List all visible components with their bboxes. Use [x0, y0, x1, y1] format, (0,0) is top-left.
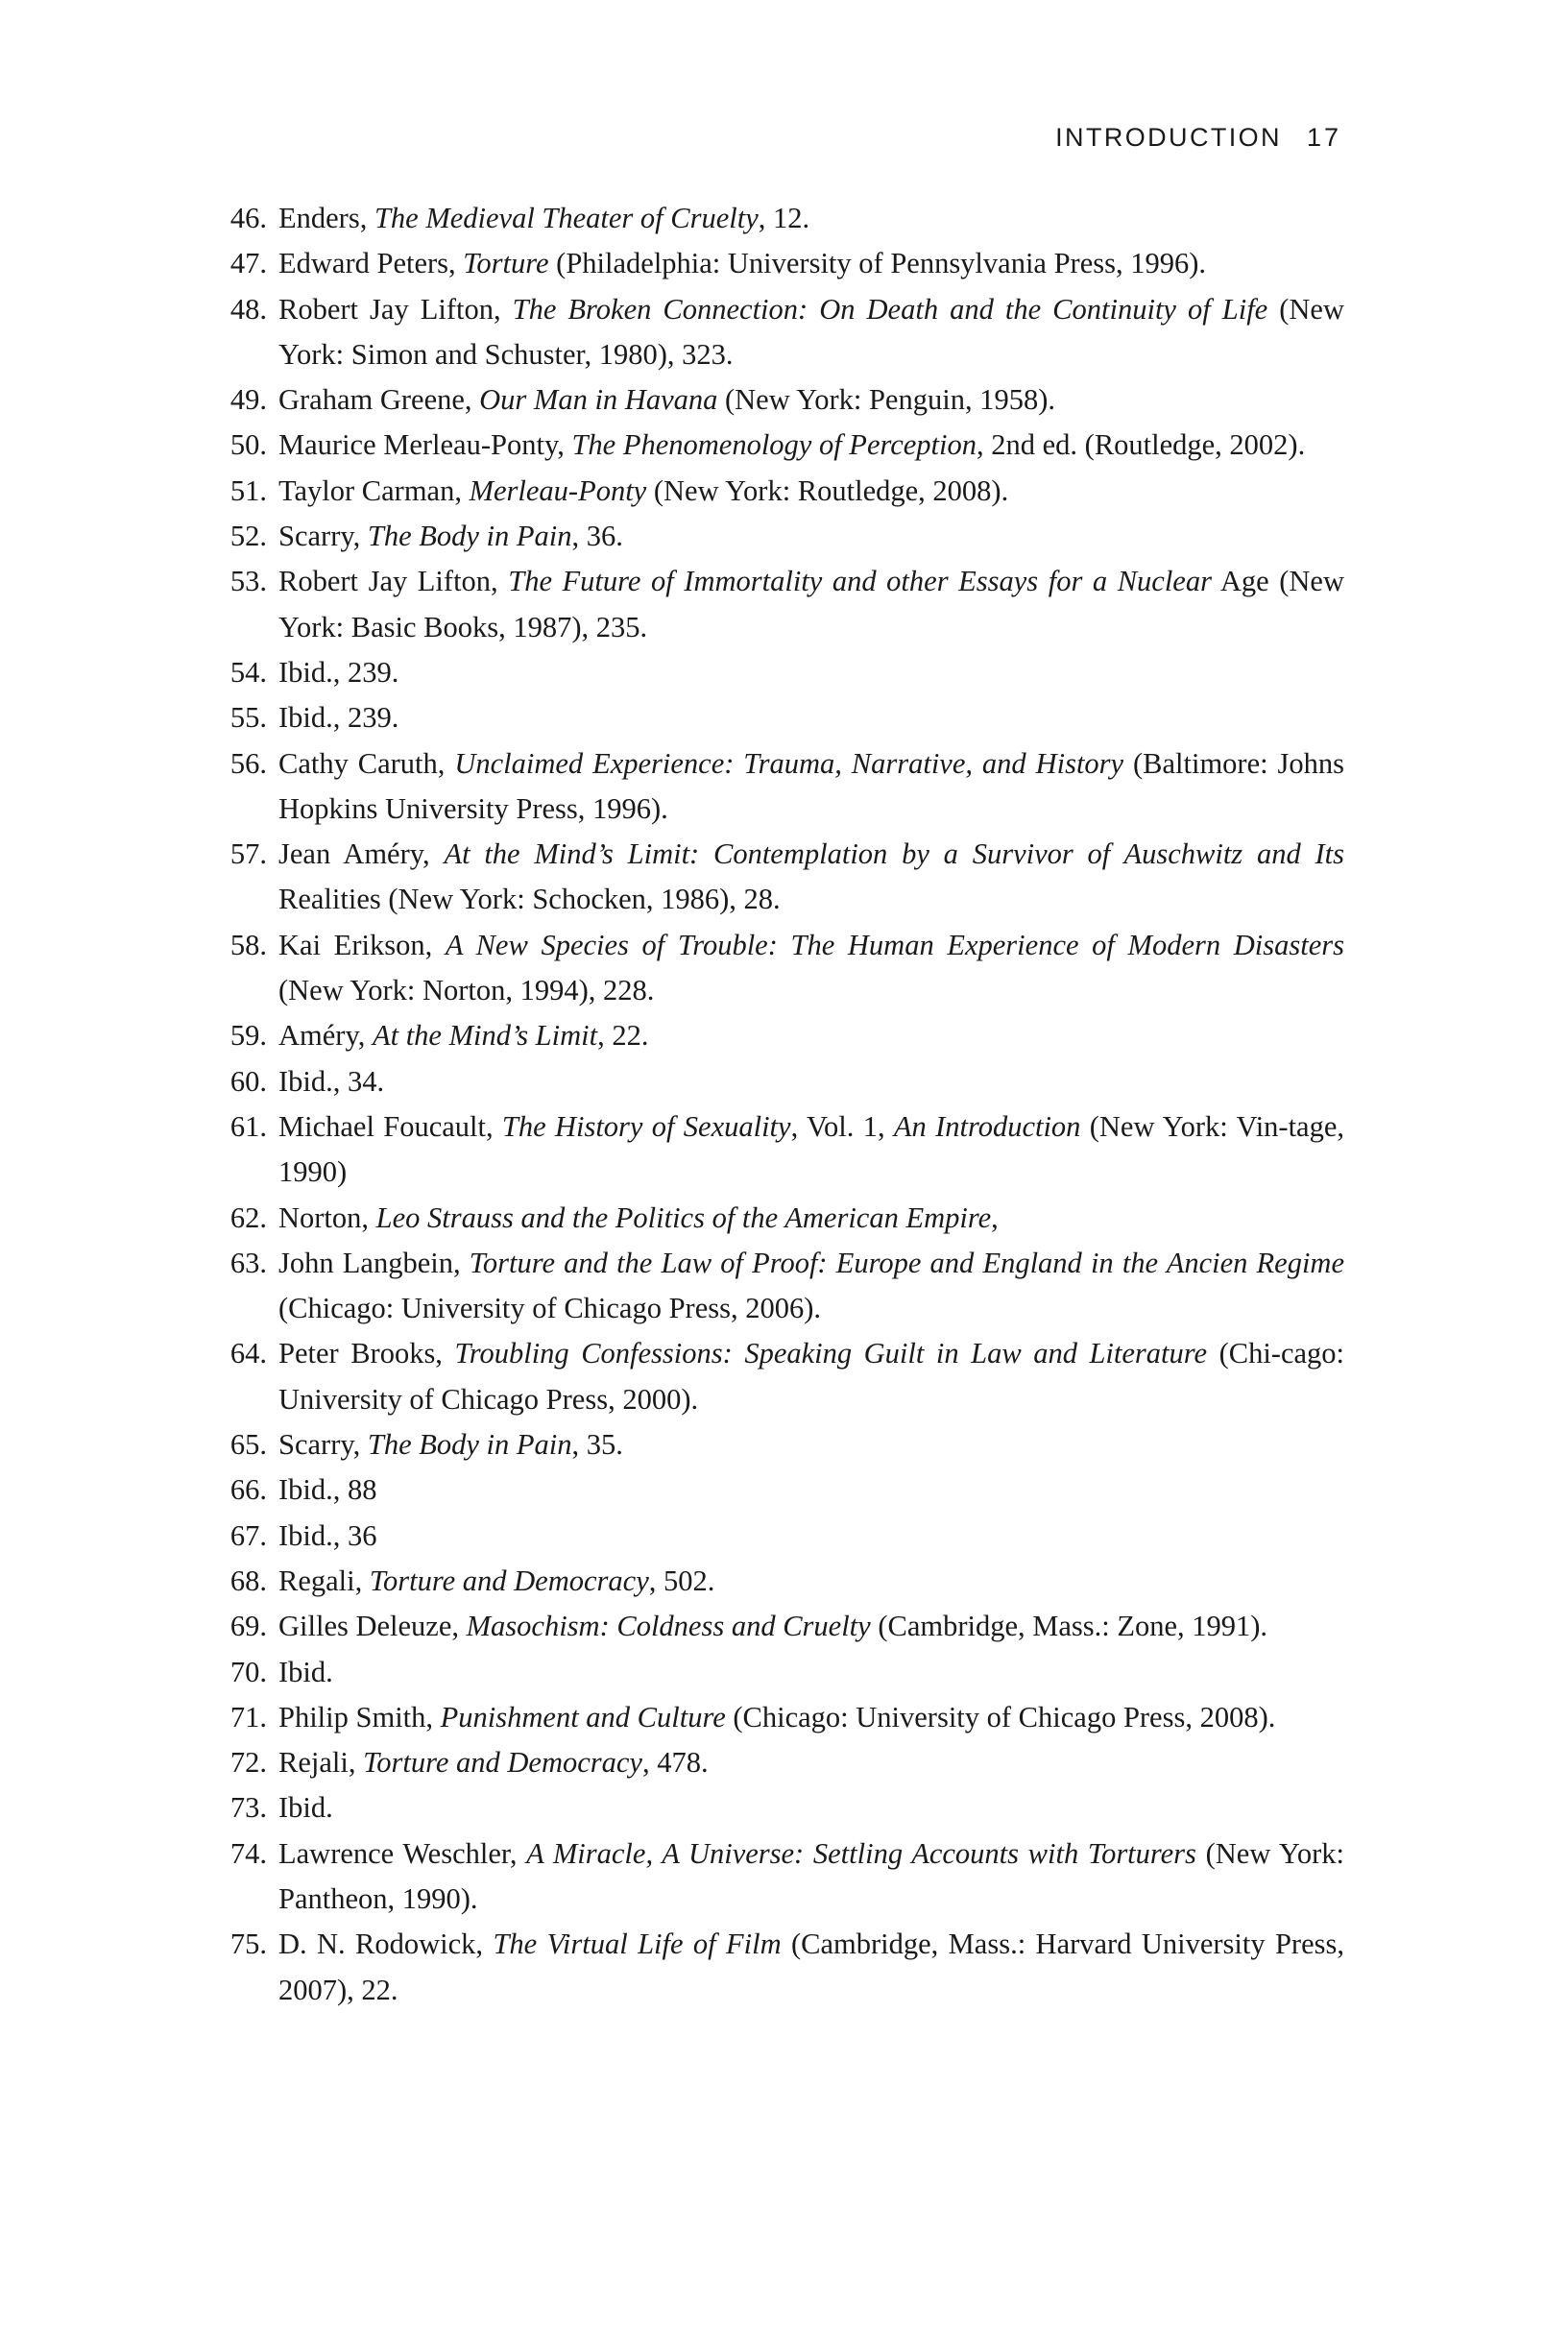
endnote-number: 46. [229, 202, 267, 234]
endnote-title-italic: The Phenomenology of Perception [571, 428, 977, 462]
endnote-text [278, 1059, 1344, 1104]
endnote-item [221, 1922, 1344, 2013]
endnote-title-italic: The Medieval Theater of Cruelty [374, 202, 759, 234]
endnote-number: 75. [229, 1928, 267, 1961]
endnote-item [221, 1331, 1344, 1422]
endnote-text-run: Ibid., 34. [278, 1064, 385, 1098]
endnote-text [278, 1785, 1344, 1831]
endnote-item [221, 241, 1344, 286]
endnote-text-run: Regali, [278, 1564, 370, 1597]
endnote-text [278, 241, 1344, 286]
endnote-text-run: , 12. [758, 202, 810, 234]
endnote-item [221, 923, 1344, 1014]
endnote-text-run: Maurice Merleau-Ponty, [278, 428, 572, 462]
endnote-text-run: Graham Greene, [278, 383, 480, 417]
endnote-text [278, 650, 1344, 695]
endnote-item [221, 559, 1344, 650]
endnote-item [221, 1422, 1344, 1467]
endnote-item [221, 1013, 1344, 1058]
endnote-text [278, 1104, 1344, 1196]
endnote-text [278, 1559, 1344, 1604]
endnote-item [221, 1604, 1344, 1649]
endnote-number: 69. [229, 1610, 267, 1643]
endnote-text [278, 1650, 1344, 1695]
endnote-number: 51. [229, 473, 267, 507]
endnote-item [221, 196, 1344, 241]
endnote-title-italic: Torture and the Law of Proof: Europe and England in the Ancien Regime [469, 1246, 1344, 1279]
endnote-number: 58. [229, 928, 267, 961]
endnote-title-italic: The History of Sexuality [501, 1109, 791, 1143]
endnote-item [221, 1559, 1344, 1604]
endnote-text-run: , 35. [571, 1428, 623, 1462]
endnote-text [278, 1467, 1344, 1513]
endnote-text [278, 287, 1344, 378]
endnote-title-italic: A New Species of Trouble: The Human Experience of Modern Disasters [445, 928, 1344, 961]
endnote-text [278, 1514, 1344, 1559]
endnote-text-run: Rejali, [278, 1746, 364, 1780]
endnote-title-italic: An Introduction [893, 1109, 1081, 1143]
endnote-text [278, 1604, 1344, 1649]
endnote-title-italic: Troubling Confessions: Speaking Guilt in Law and Literature [454, 1337, 1208, 1370]
endnote-item [221, 377, 1344, 423]
endnote-text-run: Lawrence Weschler, [278, 1836, 527, 1870]
endnote-text [278, 1013, 1344, 1058]
endnote-text-run: , [991, 1200, 999, 1234]
endnote-title-italic: The Body in Pain [367, 520, 572, 553]
endnote-text [278, 1695, 1344, 1740]
endnote-text-run: Scarry, [278, 520, 368, 553]
endnote-item [221, 1104, 1344, 1196]
endnote-text [278, 832, 1344, 923]
endnote-text-run: (New York: Routledge, 2008). [646, 473, 1009, 507]
endnote-item [221, 1059, 1344, 1104]
endnote-number: 60. [229, 1064, 267, 1098]
endnote-text-run: Jean Améry, [278, 837, 445, 871]
endnote-text-run: Robert Jay Lifton, [278, 565, 509, 598]
endnote-text-run: Améry, [278, 1019, 373, 1053]
endnote-title-italic: The Broken Connection: On Death and the Continuity of Life [512, 292, 1268, 326]
endnote-item [221, 514, 1344, 559]
endnote-text-run: , 502. [648, 1564, 715, 1597]
endnote-title-italic: Torture and Democracy [363, 1746, 642, 1780]
endnote-item [221, 1695, 1344, 1740]
endnote-number: 68. [229, 1564, 267, 1597]
endnote-text [278, 559, 1344, 650]
endnote-title-italic: The Body in Pain [367, 1428, 572, 1462]
endnote-number: 56. [229, 746, 267, 780]
endnote-text [278, 1241, 1344, 1332]
endnote-item [221, 1196, 1344, 1241]
endnote-title-italic: At the Mind’s Limit [372, 1019, 598, 1053]
endnote-text [278, 741, 1344, 833]
endnote-number: 73. [229, 1791, 267, 1825]
endnote-number: 55. [229, 701, 267, 735]
endnote-text-run: , Vol. 1, [790, 1109, 894, 1143]
endnote-text-run: , 22. [597, 1019, 649, 1053]
endnote-text-run: Norton, [278, 1200, 376, 1234]
endnote-title-italic: Torture [463, 247, 549, 280]
endnote-text [278, 377, 1344, 423]
endnote-number: 47. [229, 247, 267, 280]
endnote-text-run: Age (New York: Basic Books, 1987), 235. [278, 565, 1344, 643]
endnote-text [278, 469, 1344, 514]
endnote-text-run: (New York: Pantheon, 1990). [278, 1836, 1345, 1915]
running-head [1055, 123, 1341, 153]
endnote-text-run: Ibid., 36 [278, 1518, 377, 1552]
endnote-item [221, 832, 1344, 923]
endnote-text-run: , 478. [641, 1746, 709, 1780]
endnote-title-italic: Punishment and Culture [440, 1700, 726, 1734]
endnote-title-italic: Merleau-Ponty [469, 473, 647, 507]
endnote-text-run: Michael Foucault, [278, 1109, 502, 1143]
endnote-text-run: (Chicago: University of Chicago Press, 2006). [278, 1292, 822, 1325]
endnote-text-run: Kai Erikson, [278, 928, 446, 961]
endnote-text-run: Ibid. [278, 1655, 333, 1688]
endnote-number: 74. [229, 1836, 267, 1870]
endnote-item [221, 1831, 1344, 1923]
endnote-text-run: Ibid., 239. [278, 701, 399, 735]
endnote-item [221, 469, 1344, 514]
endnote-text-run: (New York: Vin-tage, 1990) [278, 1109, 1345, 1189]
endnote-number: 63. [229, 1246, 267, 1279]
endnote-number: 65. [229, 1428, 267, 1462]
endnote-text-run: (Philadelphia: University of Pennsylvania Press, 1996). [548, 247, 1207, 280]
endnote-text-run: Ibid., 239. [278, 655, 399, 689]
endnote-title-italic: Leo Strauss and the Politics of the American Empire [375, 1200, 992, 1234]
endnote-title-italic: The Virtual Life of Film [493, 1928, 782, 1961]
endnote-text-run: Realities (New York: Schocken, 1986), 28. [278, 883, 781, 916]
endnote-text-run: (Baltimore: Johns Hopkins University Press, 1996). [278, 746, 1344, 825]
endnote-number: 72. [229, 1746, 267, 1780]
endnote-number: 57. [229, 837, 267, 871]
endnote-title-italic: Unclaimed Experience: Trauma, Narrative, and History [454, 746, 1124, 780]
endnote-text [278, 1922, 1344, 2013]
page-number: 17 [1306, 123, 1341, 152]
endnote-text-run: (New York: Simon and Schuster, 1980), 323. [278, 292, 1344, 371]
endnote-text-run: Robert Jay Lifton, [278, 292, 513, 326]
endnote-item [221, 1785, 1344, 1831]
endnote-title-italic: At the Mind’s Limit: Contemplation by a Survivor of Auschwitz and Its [444, 837, 1345, 871]
endnote-text-run: Ibid., 88 [278, 1473, 377, 1507]
endnote-text [278, 1422, 1344, 1467]
endnote-text-run: Philip Smith, [278, 1700, 441, 1734]
endnote-item [221, 1740, 1344, 1785]
endnote-text-run: Taylor Carman, [278, 473, 470, 507]
section-title: INTRODUCTION [1055, 123, 1282, 152]
endnote-text-run: (New York: Penguin, 1958). [717, 383, 1055, 417]
endnote-title-italic: The Future of Immortality and other Essays for a Nuclear [508, 565, 1212, 598]
endnote-text-run: John Langbein, [278, 1246, 470, 1279]
endnote-title-italic: A Miracle, A Universe: Settling Accounts with Torturers [526, 1836, 1196, 1870]
endnote-item [221, 741, 1344, 833]
endnote-number: 64. [229, 1337, 267, 1370]
endnote-text-run: Gilles Deleuze, [278, 1610, 467, 1643]
endnote-text-run: (Cambridge, Mass.: Harvard University Press, 2007), 22. [278, 1928, 1344, 2006]
endnote-title-italic: Torture and Democracy [369, 1564, 649, 1597]
endnotes-list [221, 196, 1344, 2013]
endnote-number: 67. [229, 1518, 267, 1552]
endnote-text-run: Cathy Caruth, [278, 746, 455, 780]
endnote-text [278, 1740, 1344, 1785]
endnote-text [278, 923, 1344, 1014]
endnote-text [278, 1831, 1344, 1923]
endnote-number: 50. [229, 428, 267, 462]
endnote-text [278, 514, 1344, 559]
endnote-item [221, 1514, 1344, 1559]
endnote-text [278, 196, 1344, 241]
endnote-text [278, 423, 1344, 468]
endnote-number: 70. [229, 1655, 267, 1688]
endnote-text-run: Peter Brooks, [278, 1337, 455, 1370]
endnote-text-run: Ibid. [278, 1791, 333, 1825]
endnote-number: 48. [229, 292, 267, 326]
endnote-item [221, 423, 1344, 468]
endnote-text-run: Scarry, [278, 1428, 368, 1462]
endnote-item [221, 1467, 1344, 1513]
endnote-text-run: D. N. Rodowick, [278, 1928, 494, 1961]
endnote-number: 61. [229, 1109, 267, 1143]
endnote-text [278, 1196, 1344, 1241]
endnote-number: 71. [229, 1700, 267, 1734]
endnote-text-run: (Chicago: University of Chicago Press, 2008). [725, 1700, 1276, 1734]
endnote-text-run: (Chi-cago: University of Chicago Press, 2000). [278, 1337, 1344, 1416]
endnote-text-run: , 2nd ed. (Routledge, 2002). [977, 428, 1306, 462]
endnote-number: 59. [229, 1019, 267, 1053]
endnote-item [221, 650, 1344, 695]
endnote-number: 54. [229, 655, 267, 689]
endnote-text-run: Enders, [278, 202, 374, 234]
endnote-text-run: (Cambridge, Mass.: Zone, 1991). [870, 1610, 1268, 1643]
endnote-item [221, 695, 1344, 740]
endnote-text-run: Edward Peters, [278, 247, 464, 280]
endnote-item [221, 1650, 1344, 1695]
endnote-title-italic: Masochism: Coldness and Cruelty [466, 1610, 871, 1643]
endnote-text [278, 1331, 1344, 1422]
endnote-text [278, 695, 1344, 740]
endnote-number: 52. [229, 520, 267, 553]
endnote-number: 53. [229, 565, 267, 598]
endnote-item [221, 287, 1344, 378]
endnote-title-italic: Our Man in Havana [479, 383, 718, 417]
endnote-text-run: , 36. [571, 520, 623, 553]
endnote-text-run: (New York: Norton, 1994), 228. [278, 974, 655, 1007]
endnote-item [221, 1241, 1344, 1332]
endnote-number: 66. [229, 1473, 267, 1507]
endnote-number: 49. [229, 383, 267, 417]
endnote-number: 62. [229, 1200, 267, 1234]
